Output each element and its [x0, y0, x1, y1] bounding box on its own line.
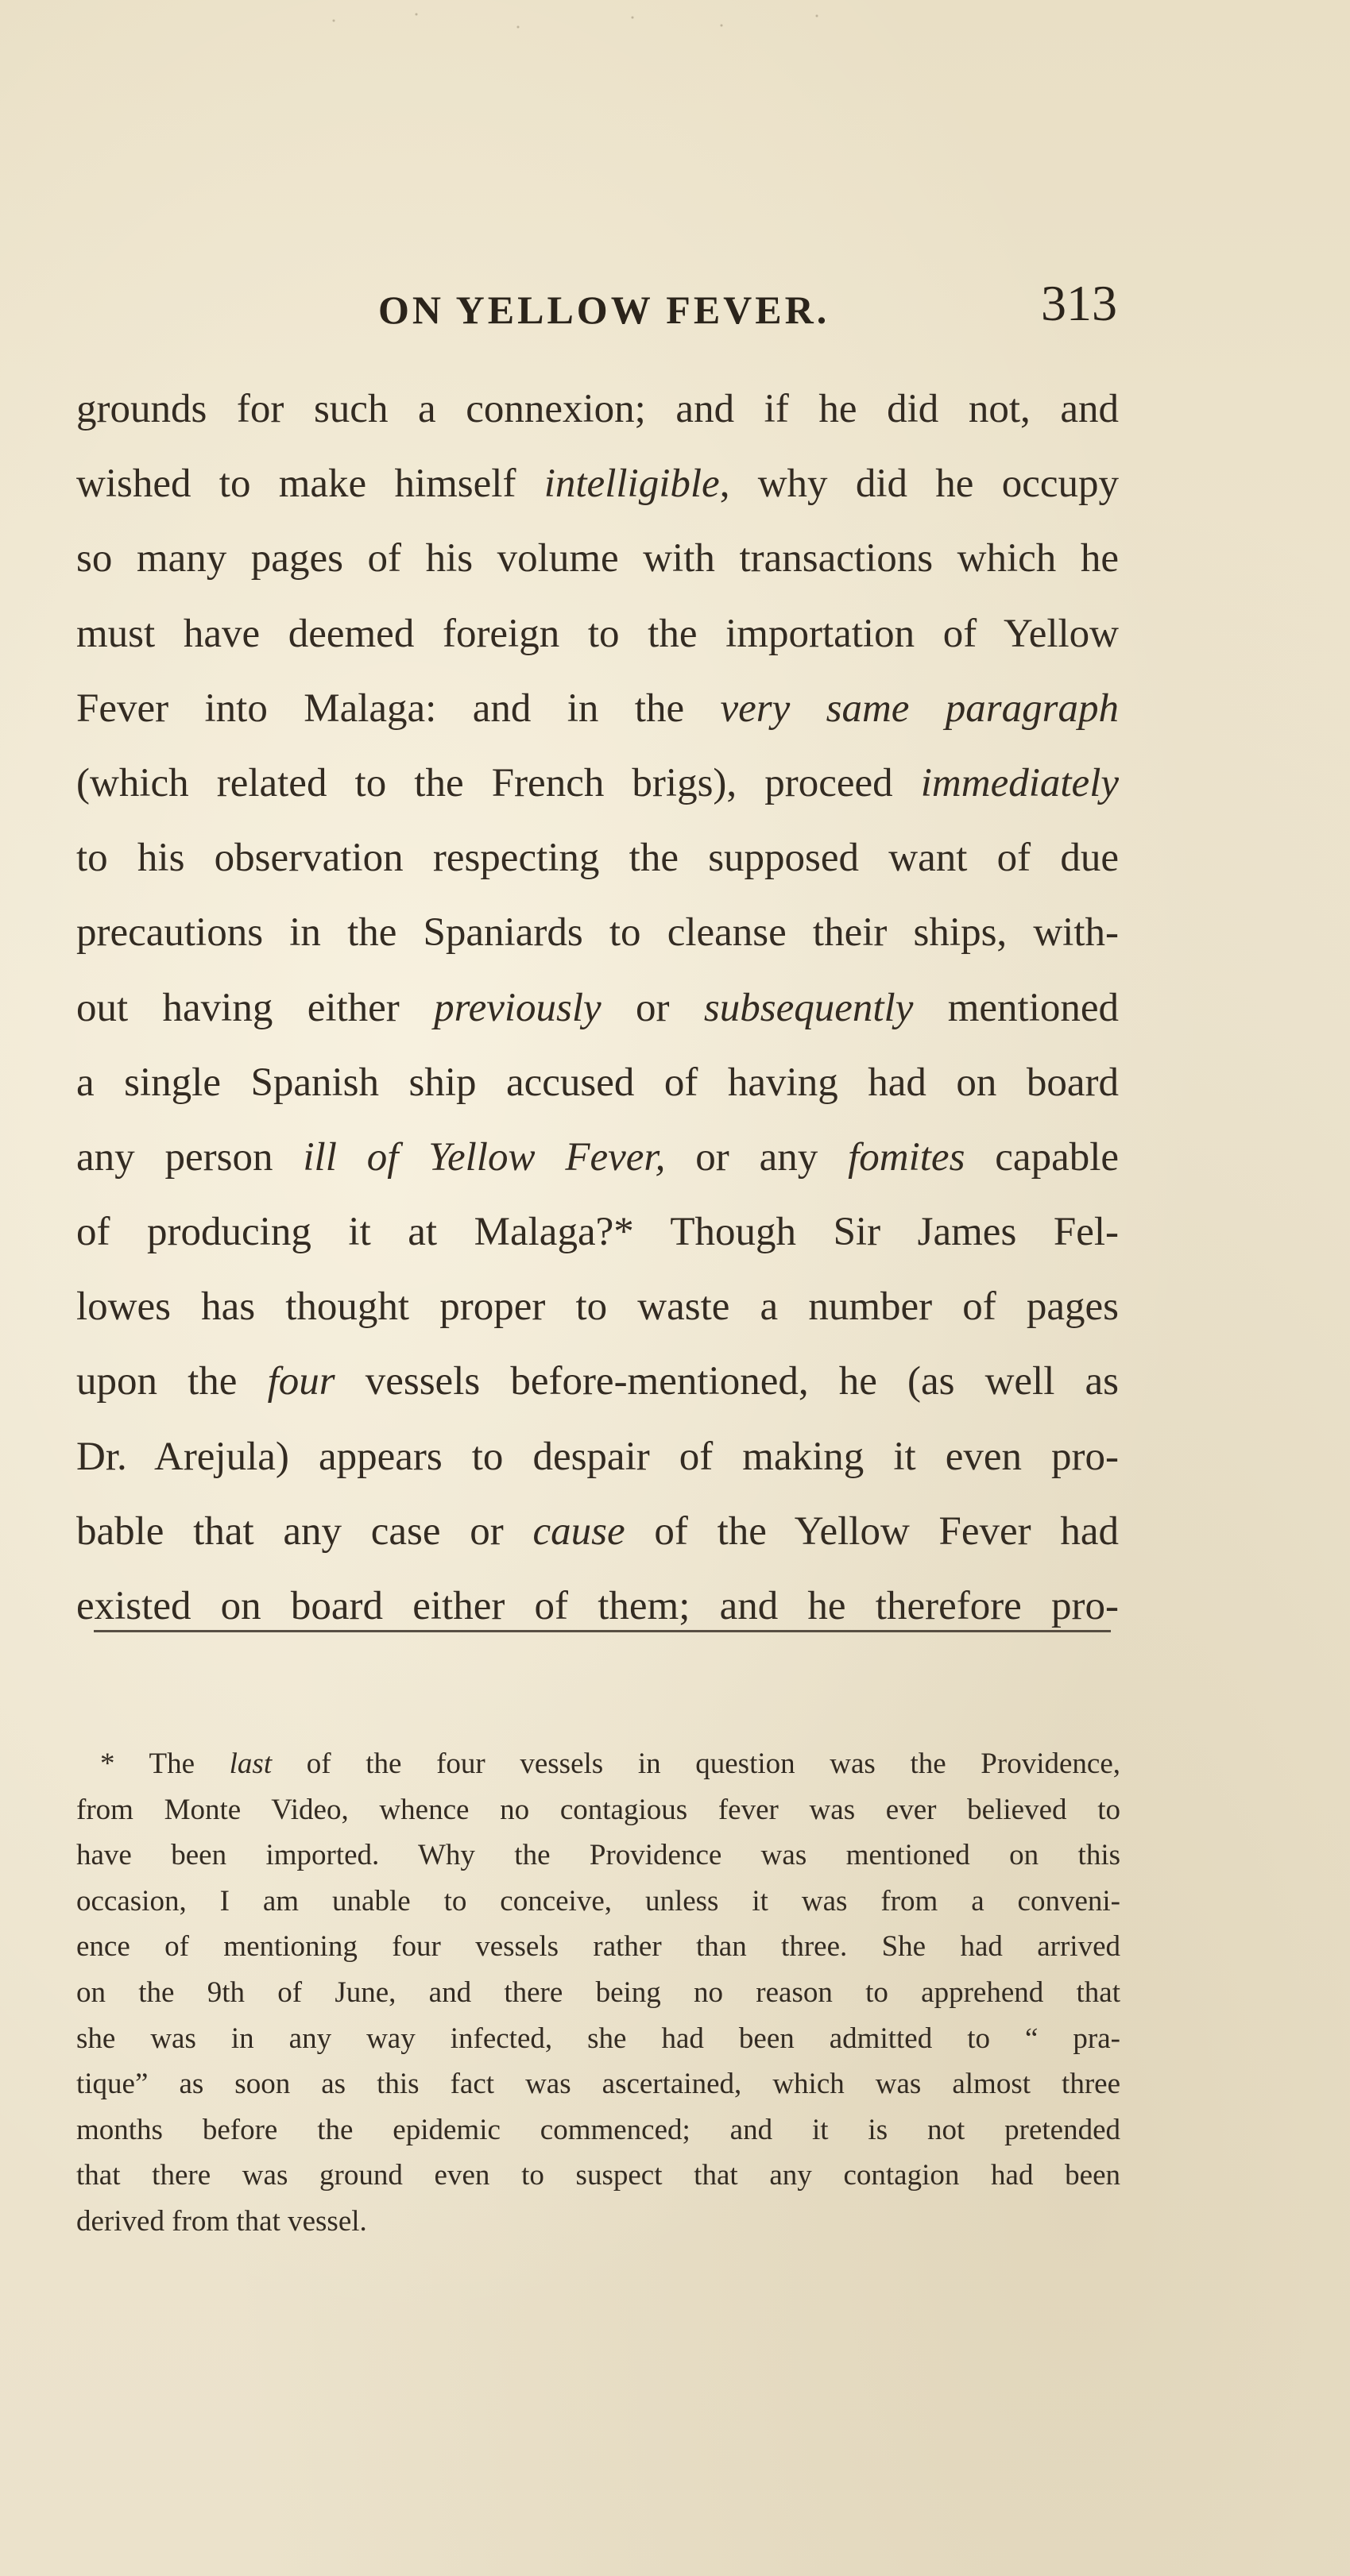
- body-line: existed on board either of them; and he therefore pro-: [76, 1584, 1119, 1628]
- body-line: to his observation respecting the supposed want of due: [76, 836, 1119, 881]
- footnote-line: have been imported. Why the Providence was mentioned on this: [76, 1839, 1120, 1872]
- body-line: lowes has thought proper to waste a number of pages: [76, 1284, 1119, 1330]
- footnote-line: from Monte Video, whence no contagious fever was ever believed to: [76, 1793, 1120, 1826]
- body-text: [76, 372, 1119, 1643]
- footnote-line: occasion, I am unable to conceive, unless it was from a conveni-: [76, 1884, 1120, 1918]
- footnote-line: tique” as soon as this fact was ascertained, which was almost three: [76, 2068, 1120, 2101]
- footnote-line: ence of mentioning four vessels rather than three. She had arrived: [76, 1930, 1120, 1964]
- body-line: of producing it at Malaga?* Though Sir James Fel-: [76, 1210, 1119, 1255]
- body-line: must have deemed foreign to the importation of Yellow: [76, 611, 1119, 656]
- footnote-line: on the 9th of June, and there being no reason to apprehend that: [76, 1975, 1120, 2009]
- body-line: a single Spanish ship accused of having had on board: [76, 1060, 1119, 1105]
- body-line: Fever into Malaga: and in the very same paragraph: [76, 686, 1119, 731]
- body-line: so many pages of his volume with transactions which he: [76, 536, 1119, 581]
- footnote-divider: [94, 1630, 1111, 1632]
- footnote-line: she was in any way infected, she had been admitted to “ pra-: [76, 2022, 1120, 2055]
- body-line: upon the four vessels before-mentioned, he (as well as: [76, 1359, 1119, 1404]
- body-line: wished to make himself intelligible, why did he occupy: [76, 462, 1119, 507]
- footnote-line: that there was ground even to suspect that any contagion had been: [76, 2159, 1120, 2192]
- body-line: bable that any case or cause of the Yellow Fever had: [76, 1508, 1120, 1554]
- body-line: any person ill of Yellow Fever, or any fomites capable: [76, 1134, 1120, 1180]
- body-line: out having either previously or subsequently mentioned: [76, 985, 1119, 1030]
- body-line: Dr. Arejula) appears to despair of making it even pro-: [76, 1434, 1119, 1479]
- body-line: (which related to the French brigs), proceed immediately: [76, 760, 1119, 805]
- footnote-line: * The last of the four vessels in question was the Providence,: [100, 1748, 1121, 1780]
- body-line: grounds for such a connexion; and if he did not, and: [76, 387, 1119, 431]
- footnote-line: months before the epidemic commenced; and it is not pretended: [76, 2113, 1120, 2146]
- footnote: [76, 1741, 1120, 2245]
- body-line: precautions in the Spaniards to cleanse their ships, with-: [76, 910, 1119, 956]
- paper-specks: [302, 8, 938, 40]
- running-title: ON YELLOW FEVER.: [378, 288, 830, 332]
- page-number: 313: [1041, 275, 1117, 331]
- footnote-line: derived from that vessel.: [76, 2204, 367, 2238]
- running-head: [76, 274, 1117, 346]
